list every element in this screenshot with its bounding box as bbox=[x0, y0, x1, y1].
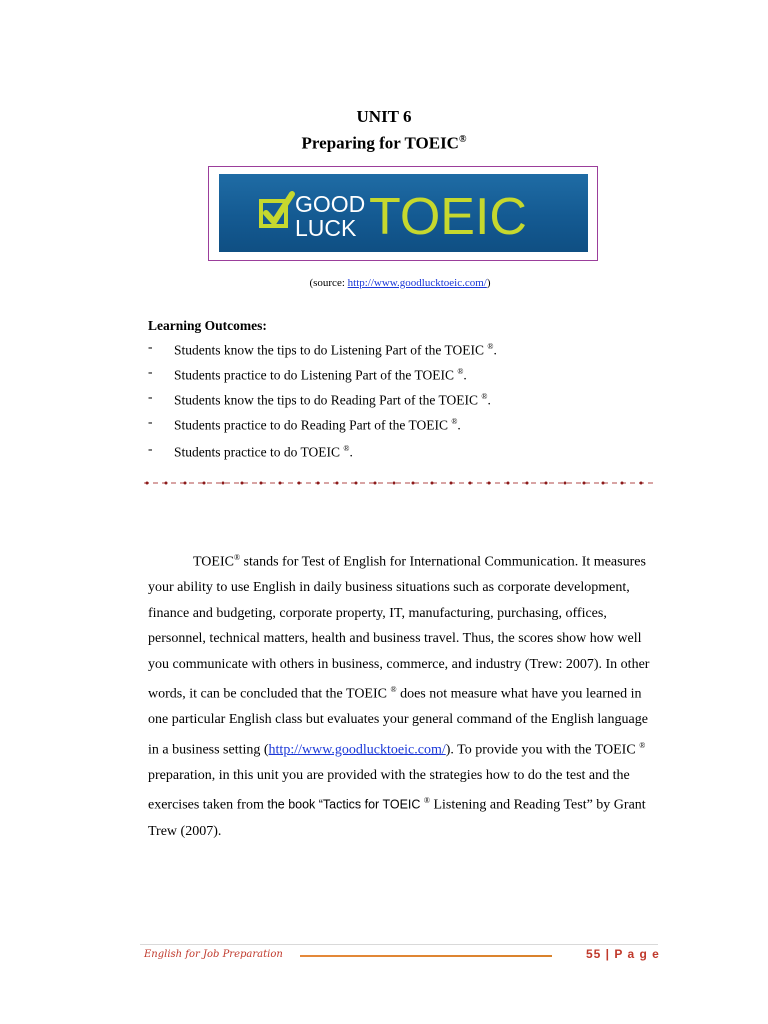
footer-book-title: English for Job Preparation bbox=[144, 949, 283, 960]
logo-graphic bbox=[219, 174, 588, 252]
good-luck-toeic-logo bbox=[219, 174, 588, 252]
divider-dot bbox=[564, 482, 567, 485]
divider-dot bbox=[469, 482, 472, 485]
divider-dot bbox=[146, 482, 149, 485]
divider-dot bbox=[488, 482, 491, 485]
divider-dot bbox=[507, 482, 510, 485]
divider-dot bbox=[279, 482, 282, 485]
divider-dot bbox=[621, 482, 624, 485]
divider-dot bbox=[374, 482, 377, 485]
page-subtitle bbox=[0, 129, 768, 155]
divider-dot bbox=[431, 482, 434, 485]
divider-dot bbox=[222, 482, 225, 485]
registered-mark: ® bbox=[458, 134, 467, 145]
dotted-divider bbox=[144, 478, 654, 488]
bullet-dash: - bbox=[148, 389, 153, 404]
page-number: 55 | P a g e bbox=[586, 947, 660, 961]
divider-dot bbox=[317, 482, 320, 485]
footer-rule bbox=[300, 955, 552, 957]
subtitle-text: Preparing for TOEIC bbox=[301, 133, 459, 153]
divider-dot bbox=[336, 482, 339, 485]
divider-dot bbox=[203, 482, 206, 485]
divider-dot bbox=[165, 482, 168, 485]
footer-rule-top bbox=[140, 944, 658, 945]
divider-dot bbox=[260, 482, 263, 485]
image-source bbox=[0, 277, 768, 289]
logo-word-toeic: TOEIC bbox=[369, 188, 527, 246]
outcome-text: Students practice to do Reading Part of the TOEIC ®. bbox=[174, 417, 461, 433]
toeic-site-link[interactable]: http://www.goodlucktoeic.com/ bbox=[268, 742, 446, 758]
logo-frame bbox=[208, 166, 598, 261]
divider-dot bbox=[298, 482, 301, 485]
bullet-dash: - bbox=[148, 364, 153, 379]
divider-dot bbox=[184, 482, 187, 485]
source-prefix: (source: bbox=[309, 277, 348, 289]
intro-paragraph: TOEIC® stands for Test of English for International Communication. It measures your ability to use English in daily business situations such as corporate development, finance and budgeting, corporate property, IT, manufacturing, purchasing, offices, personnel, technical matters, health and business travel. Thus, the scores show how well you communicate with others in business, commerce, and industry (Trew: 2007). In other words, it can be concluded that the TOEIC ® does not measure what have you learned in one particular English class but evaluates your general command of the English language in a business setting (http://www.goodlucktoeic.com/). To provide you with the TOEIC ® preparation, in this unit you are provided with the strategies how to do the test and the exercises taken from the book “Tactics for TOEIC ® Listening and Reading Test” by Grant Trew (2007). bbox=[148, 553, 650, 839]
divider-dot bbox=[640, 482, 643, 485]
divider-dot bbox=[450, 482, 453, 485]
divider-dot bbox=[602, 482, 605, 485]
bullet-dash: - bbox=[148, 339, 153, 354]
bullet-dash: - bbox=[148, 414, 153, 429]
source-link[interactable]: http://www.goodlucktoeic.com/ bbox=[347, 277, 487, 289]
bullet-dash: - bbox=[148, 441, 153, 456]
logo-word-luck: LUCK bbox=[295, 215, 357, 241]
logo-word-good: GOOD bbox=[295, 191, 366, 217]
source-suffix: ) bbox=[486, 277, 491, 289]
divider-dot bbox=[526, 482, 529, 485]
divider-dot bbox=[241, 482, 244, 485]
outcome-text: Students know the tips to do Reading Part of the TOEIC ®. bbox=[174, 392, 491, 408]
outcome-text: Students practice to do TOEIC ®. bbox=[174, 444, 353, 460]
divider-dot bbox=[393, 482, 396, 485]
learning-outcomes-heading: Learning Outcomes: bbox=[148, 318, 267, 333]
unit-title: UNIT 6 bbox=[356, 107, 412, 126]
divider-dot bbox=[545, 482, 548, 485]
divider-dot bbox=[412, 482, 415, 485]
checkbox-check-icon bbox=[261, 194, 292, 226]
outcome-text: Students know the tips to do Listening Part of the TOEIC ®. bbox=[174, 342, 497, 358]
divider-dot bbox=[583, 482, 586, 485]
outcome-text: Students practice to do Listening Part of the TOEIC ®. bbox=[174, 367, 467, 383]
divider-dot bbox=[355, 482, 358, 485]
